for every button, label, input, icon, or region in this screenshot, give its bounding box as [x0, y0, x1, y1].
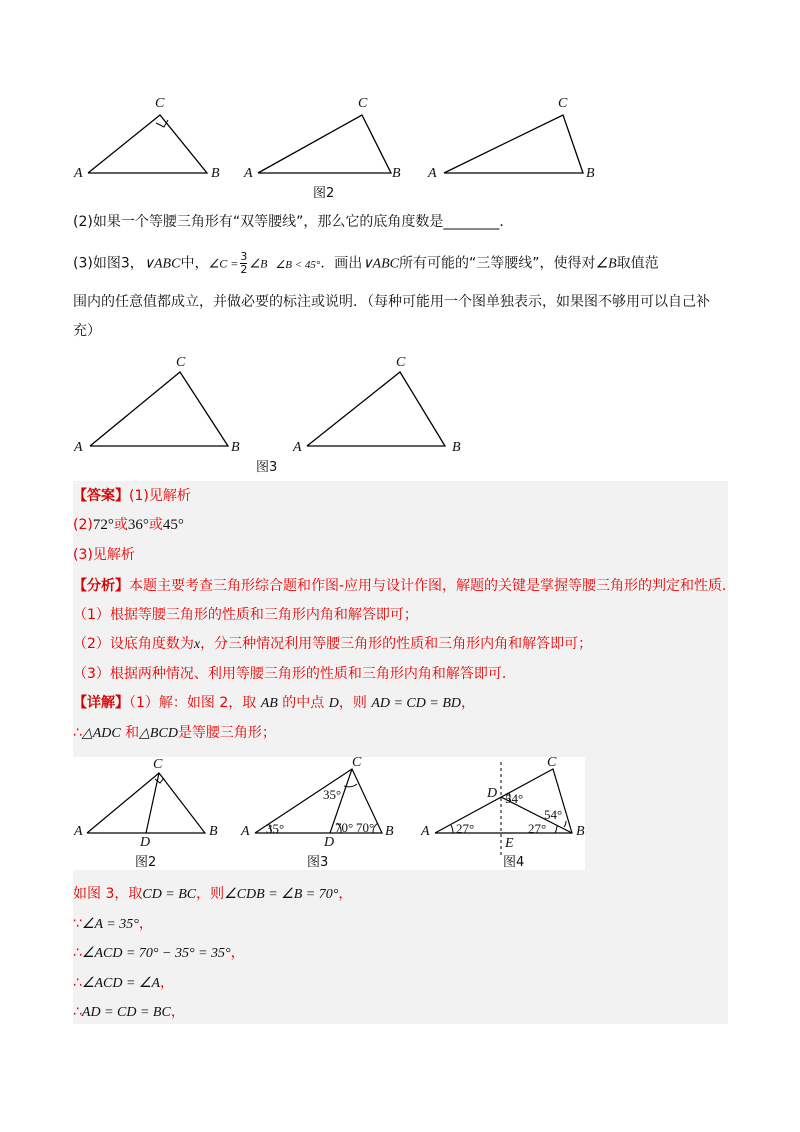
analysis-text: 本题主要考查三角形综合题和作图-应用与设计作图，解题的关键是掌握等腰三角形的判定和性质． [129, 578, 737, 594]
sf2-label-c: C [153, 757, 163, 772]
f3t2-label-a: A [293, 440, 302, 455]
sf4-angle-cdb: 54° [505, 791, 524, 806]
proof-therefore-symbol-3: ∴ [73, 1004, 82, 1020]
analysis-p2-b: ，分三种情况利用等腰三角形的性质和三角形内角和解答即可； [200, 636, 593, 652]
sf3-angle-cdb: 70° [335, 820, 354, 835]
proof-therefore-symbol-1: ∴ [73, 945, 82, 961]
detail-l1-b: 的中点 [277, 695, 329, 711]
f3t1-label-a: A [74, 440, 83, 455]
analysis-point-1: （1）根据等腰三角形的性质和三角形内角和解答即可； [73, 607, 418, 623]
proof-line-2 [73, 914, 153, 935]
q3-text-b: ．画出 [320, 255, 363, 272]
q3-cond1-left: ∠C = [208, 256, 239, 271]
detail-l1-eq: AD = CD = BD [371, 696, 461, 711]
detail-l1-ab: AB [260, 696, 278, 711]
detail-l2-t2: △BCD [139, 726, 178, 741]
f3t1-label-b: B [231, 440, 240, 455]
proof-l1-eq2: ∠CDB = ∠B = 70° [224, 887, 339, 902]
proof-therefore-symbol-2: ∴ [73, 975, 82, 991]
q3-angle-b: ∠B [595, 256, 617, 272]
q3-text-d: 取值范 [616, 255, 659, 272]
sf2-caption: 图2 [135, 855, 157, 870]
answer-1: (1)见解析 [129, 488, 191, 504]
question-figure-3 [60, 360, 480, 460]
answer-label: 【答案】 [73, 488, 129, 504]
proof-l5-end: ， [170, 1004, 185, 1020]
answer-2-or-2: 或 [148, 517, 163, 533]
t1-label-b: B [211, 166, 220, 181]
sf3-label-c: C [352, 755, 362, 770]
frac-den: 2 [240, 263, 248, 276]
proof-line-1 [73, 884, 352, 905]
triangle-3 [444, 115, 583, 173]
q3-triangle-2: ∨ABC [362, 256, 400, 272]
t1-label-c: C [155, 96, 165, 111]
t3-label-c: C [558, 96, 568, 111]
detail-l1-d: D [328, 696, 339, 711]
answer-2-value-3: 45° [162, 517, 184, 533]
t2-label-b: B [392, 166, 401, 181]
t1-label-a: A [74, 166, 83, 181]
analysis-p2-a: （2）设底角度数为 [73, 636, 194, 652]
question-3-line-2: 围内的任意值都成立，并做必要的标注或说明．（每种可能用一个图单独表示，如果图不够用可以自己补 [73, 294, 710, 310]
detail-l1-a: （1）解：如图 2，取 [129, 695, 261, 711]
proof-l3-end: ， [230, 945, 245, 961]
solution-figures [73, 757, 585, 870]
detail-l2-therefore: ∴ [73, 725, 82, 741]
proof-l4-end: ， [160, 975, 175, 991]
proof-l1-eq1: CD = BC [142, 887, 197, 902]
t2-label-c: C [358, 96, 368, 111]
sf4-caption: 图4 [503, 855, 525, 870]
analysis-p2-x: x [193, 637, 201, 652]
analysis-line [73, 576, 736, 596]
f3t2-label-b: B [452, 440, 461, 455]
triangle-2 [258, 115, 391, 173]
detail-l2-and: 和 [120, 725, 140, 741]
q3-cond1-right: ∠B [249, 256, 268, 271]
sf2-label-a: A [74, 824, 83, 839]
q3-fraction [240, 251, 247, 276]
question-3-line-3: 充） [73, 323, 101, 339]
f3t2-label-c: C [396, 355, 406, 370]
q3-text-c: 所有可能的“三等腰线”，使得对 [399, 255, 596, 272]
sf4-label-a: A [421, 824, 430, 839]
sf3-angle-acd: 35° [323, 787, 342, 802]
solution-fig-2 [87, 773, 205, 833]
sf4-label-d: D [487, 786, 498, 801]
sf4-angle-dba: 27° [528, 821, 547, 836]
t2-label-a: A [244, 166, 253, 181]
t3-label-a: A [428, 166, 437, 181]
analysis-label: 【分析】 [73, 578, 129, 594]
t3-label-b: B [586, 166, 595, 181]
analysis-point-3: （3）根据两种情况、利用等腰三角形的性质和三角形内角和解答即可． [73, 666, 516, 682]
proof-l2-end: ， [138, 916, 153, 932]
detail-l2-end: 是等腰三角形； [177, 725, 276, 741]
sf3-angle-a: 35° [266, 821, 285, 836]
detail-line-2 [73, 723, 276, 744]
answer-line-1 [73, 486, 191, 506]
f3t1-label-c: C [176, 355, 186, 370]
question-figure-2 [60, 90, 620, 205]
sf2-label-d: D [140, 835, 151, 850]
sf3-label-a: A [241, 824, 250, 839]
sf4-label-b: B [576, 824, 585, 839]
proof-l5-eq: AD = CD = BC [81, 1005, 171, 1020]
fig3-triangle-1 [90, 372, 228, 446]
sf4-label-c: C [547, 755, 557, 770]
answer-2-or-1: 或 [113, 517, 128, 533]
proof-line-3 [73, 943, 245, 964]
q3-triangle: ∨ABC [143, 256, 181, 272]
detail-l2-t1: △ADC [81, 726, 121, 741]
answer-2-prefix: (2) [73, 517, 93, 533]
question-2: (2)如果一个等腰三角形有“双等腰线”，那么它的底角度数是________． [73, 214, 514, 230]
sf3-label-b: B [385, 824, 394, 839]
fig3-triangle-2 [307, 372, 445, 446]
proof-line-5 [73, 1002, 185, 1023]
detail-l1-c: ，则 [338, 695, 372, 711]
q3-intro: (3)如图3， [73, 255, 144, 272]
proof-l3-eq: ∠ACD = 70° − 35° = 35° [81, 946, 231, 961]
figure-3-caption: 图3 [256, 460, 278, 475]
sf4-angle-cbd: 54° [544, 807, 563, 822]
answer-line-2 [73, 515, 184, 535]
answer-2-value-1: 72° [92, 517, 114, 533]
sf4-angle-a: 27° [456, 821, 475, 836]
proof-line-4 [73, 973, 174, 994]
q3-cond2: ∠B < 45° [275, 258, 321, 271]
proof-l1-b: ，则 [196, 886, 225, 902]
proof-because-symbol: ∵ [73, 916, 82, 932]
frac-num: 3 [240, 250, 248, 263]
proof-l1-a: 如图 3，取 [73, 886, 143, 902]
sf4-label-e: E [505, 836, 514, 851]
proof-l2-eq: ∠A = 35° [81, 917, 139, 932]
detail-l1-end: ， [460, 695, 475, 711]
detail-line-1 [73, 693, 475, 714]
right-angle-mark [156, 120, 168, 127]
answer-line-3: (3)见解析 [73, 547, 135, 563]
analysis-point-2 [73, 634, 592, 655]
sf3-label-d: D [324, 835, 335, 850]
sf3-caption: 图3 [307, 855, 329, 870]
proof-l1-end: ， [338, 886, 353, 902]
q3-text-a: 中， [180, 255, 209, 272]
question-3-line-1 [73, 251, 659, 276]
answer-2-value-2: 36° [127, 517, 149, 533]
sf2-label-b: B [209, 824, 218, 839]
proof-l4-eq: ∠ACD = ∠A [81, 976, 161, 991]
triangle-1 [88, 115, 207, 173]
sf3-angle-b: 70° [356, 820, 375, 835]
figure-2-caption: 图2 [313, 186, 335, 201]
detail-label: 【详解】 [73, 695, 129, 711]
